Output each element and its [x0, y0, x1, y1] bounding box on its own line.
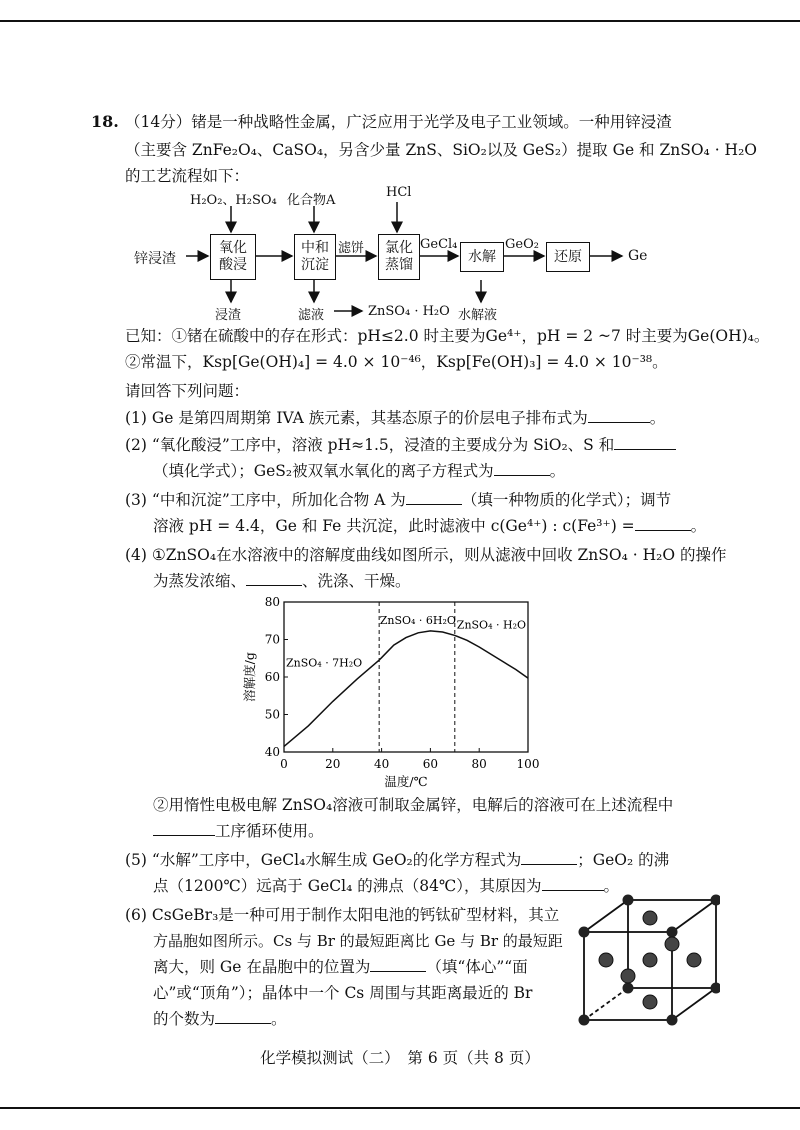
part-6-text-5a: 的个数为	[153, 1010, 216, 1028]
answer-blank-5b[interactable]	[542, 876, 604, 891]
solubility-curve	[284, 631, 528, 747]
face-atom	[643, 911, 657, 925]
cell-edge-hidden	[584, 988, 628, 1020]
answer-instruction: 请回答下列问题：	[125, 382, 250, 400]
region-label-h2o: ZnSO₄ · H₂O	[456, 618, 527, 632]
y-tick-label: 70	[264, 632, 280, 647]
link-gecl4: GeCl₄	[420, 237, 458, 252]
part-4-text-4: 工序循环使用。	[215, 822, 324, 840]
step-3-label: 氯化蒸馏	[385, 240, 413, 273]
part-5-text-2: 点（1200℃）远高于 GeCl₄ 的沸点（84℃），其原因为	[153, 877, 542, 895]
x-tick-label: 40	[373, 757, 390, 771]
out-filtrate: 滤液	[298, 308, 325, 323]
cell-edge	[584, 900, 628, 932]
step-reduction	[546, 242, 590, 272]
part-2-line-2	[153, 461, 565, 481]
y-tick-label: 60	[264, 670, 280, 684]
answer-blank-3a[interactable]	[406, 490, 462, 505]
intro-line-1: （14分）锗是一种战略性金属，广泛应用于光学及电子工业领域。一种用锌浸渣	[125, 113, 672, 131]
x-tick-label: 80	[471, 757, 487, 771]
flow-end: Ge	[628, 248, 648, 264]
step-1-label: 氧化酸浸	[219, 240, 247, 273]
known-2: ②常温下，Ksp[Ge(OH)₄] = 4.0 × 10⁻⁴⁶，Ksp[Fe(OH)₃] = 4.0 × 10⁻³⁸。	[125, 353, 668, 371]
part-5-line-2	[153, 876, 619, 896]
part-5-num: (5)	[125, 851, 147, 869]
part-2-text-1: “氧化酸浸”工序中，溶液 pH≈1.5，浸渣的主要成分为 SiO₂、S 和	[151, 436, 615, 454]
part-5-text-1b: ；GeO₂ 的沸	[577, 851, 670, 869]
corner-atom	[667, 927, 678, 938]
question-number: 18.	[91, 112, 119, 131]
part-6-text-3b: （填“体心”“面	[426, 958, 528, 976]
part-4-text-2b: 、洗涤、干燥。	[302, 572, 411, 590]
region-label-6h2o: ZnSO₄ · 6H₂O	[379, 613, 456, 627]
reagent-1: H₂O₂、H₂SO₄	[190, 193, 277, 208]
part-3-text-1b: （填一种物质的化学式）；调节	[461, 491, 672, 509]
corner-atom	[579, 927, 590, 938]
x-tick-label: 0	[280, 757, 288, 771]
intro-line-3: 的工艺流程如下：	[125, 167, 250, 185]
part-6-num: (6)	[125, 906, 147, 924]
part-3-end: 。	[690, 517, 707, 535]
x-tick-label: 20	[325, 757, 341, 771]
part-6-line-4: 心”或“顶角”）；晶体中一个 Cs 周围与其距离最近的 Br	[153, 984, 533, 1002]
part-4-num: (4)	[125, 546, 147, 564]
reagent-3: HCl	[386, 185, 412, 200]
y-tick-label: 80	[264, 595, 280, 609]
part-5-text-1: “水解”工序中，GeCl₄水解生成 GeO₂的化学方程式为	[151, 851, 522, 869]
part-3-num: (3)	[125, 491, 147, 509]
answer-blank-2a[interactable]	[614, 435, 676, 450]
reagent-2: 化合物A	[287, 193, 336, 208]
intro-line-2: （主要含 ZnFe₂O₄、CaSO₄，另含少量 ZnS、SiO₂以及 GeS₂）提取 Ge 和 ZnSO₄ · H₂O	[125, 141, 757, 159]
solubility-chart	[240, 590, 550, 800]
body-center-atom	[643, 953, 657, 967]
corner-atom	[579, 1015, 590, 1026]
corner-atom	[623, 895, 634, 906]
step-4-label: 水解	[468, 248, 496, 265]
part-4-line-1	[125, 545, 726, 565]
step-chlorination	[378, 234, 420, 280]
part-4-text-1: ①ZnSO₄在水溶液中的溶解度曲线如图所示，则从滤液中回收 ZnSO₄ · H₂O 的操作	[151, 546, 727, 564]
step-5-label: 还原	[554, 248, 582, 265]
face-atom	[599, 953, 613, 967]
corner-atom	[623, 983, 634, 994]
crystal-unit-cell	[570, 892, 720, 1032]
face-atom	[687, 953, 701, 967]
answer-blank-5a[interactable]	[521, 850, 577, 865]
part-6-text-1: CsGeBr₃是一种可用于制作太阳电池的钙钛矿型材料，其立	[151, 906, 560, 924]
answer-blank-1[interactable]	[588, 408, 650, 423]
part-3-line-2	[153, 516, 706, 536]
part-3-text-2: 溶液 pH = 4.4，Ge 和 Fe 共沉淀，此时滤液中 c(Ge⁴⁺) : c(Fe³⁺) =	[153, 517, 635, 535]
x-axis-label: 温度/℃	[384, 774, 428, 789]
part-4-line-2	[153, 571, 411, 591]
step-2-label: 中和沉淀	[301, 240, 329, 273]
part-6-line-1	[125, 905, 559, 925]
face-atom	[665, 937, 679, 951]
part-3-text-1: “中和沉淀”工序中，所加化合物 A 为	[151, 491, 406, 509]
answer-blank-3b[interactable]	[635, 516, 691, 531]
bottom-rule	[0, 1107, 800, 1109]
answer-blank-4b[interactable]	[153, 821, 215, 836]
y-tick-label: 40	[264, 745, 280, 759]
part-6-line-5	[153, 1009, 287, 1029]
part-2-end: 。	[549, 462, 566, 480]
region-label-7h2o: ZnSO₄ · 7H₂O	[286, 656, 363, 670]
part-2-num: (2)	[125, 436, 147, 454]
part-5-end: 。	[603, 877, 620, 895]
answer-blank-6a[interactable]	[370, 957, 426, 972]
out-product: ZnSO₄ · H₂O	[368, 304, 450, 319]
part-2-line-1	[125, 435, 676, 455]
part-4-text-2a: 为蒸发浓缩、	[153, 572, 247, 590]
cell-edge	[672, 900, 716, 932]
part-1-num: (1)	[125, 409, 147, 427]
part-6-text-3a: 离大，则 Ge 在晶胞中的位置为	[153, 958, 371, 976]
y-tick-label: 50	[264, 707, 280, 722]
link-geo2: GeO₂	[505, 237, 539, 252]
out-residue: 浸渣	[215, 308, 242, 323]
answer-blank-4a[interactable]	[246, 571, 302, 586]
flow-start: 锌浸渣	[134, 251, 176, 267]
x-tick-label: 60	[422, 757, 439, 771]
part-4-line-4	[153, 821, 324, 841]
part-1-text: Ge 是第四周期第 IVA 族元素，其基态原子的价层电子排布式为	[151, 409, 588, 427]
step-hydrolysis	[460, 242, 504, 272]
part-6-line-2: 方晶胞如图所示。Cs 与 Br 的最短距离比 Ge 与 Br 的最短距	[153, 932, 563, 950]
part-1-end: 。	[649, 409, 666, 427]
part-1	[125, 408, 665, 428]
flow-arrows	[0, 0, 800, 330]
part-6-line-3	[153, 957, 528, 977]
page-footer: 化学模拟测试（二） 第 6 页（共 8 页）	[260, 1049, 540, 1067]
step-oxidative-leach	[210, 234, 256, 280]
known-1: 已知：①锗在硫酸中的存在形式：pH≤2.0 时主要为Ge⁴⁺，pH = 2 ~7 时主要为Ge(OH)₄。	[125, 327, 770, 345]
link-filter-cake: 滤饼	[338, 241, 365, 256]
answer-blank-2b[interactable]	[494, 461, 550, 476]
part-6-end: 。	[271, 1010, 287, 1028]
part-4-line-3: ②用惰性电极电解 ZnSO₄溶液可制取金属锌，电解后的溶液可在上述流程中	[153, 796, 674, 814]
out-hydrolysis-liquid: 水解液	[458, 308, 498, 323]
cell-edge	[672, 988, 716, 1020]
part-5-line-1	[125, 850, 669, 870]
x-tick-label: 100	[516, 757, 540, 771]
part-3-line-1	[125, 490, 671, 510]
step-neutralize	[294, 234, 336, 280]
part-2-text-2: （填化学式）；GeS₂被双氧水氧化的离子方程式为	[153, 462, 494, 480]
face-atom	[621, 969, 635, 983]
face-atom	[643, 995, 657, 1009]
corner-atom	[667, 1015, 678, 1026]
y-axis-label: 溶解度/g	[242, 652, 257, 702]
answer-blank-6b[interactable]	[215, 1009, 271, 1024]
